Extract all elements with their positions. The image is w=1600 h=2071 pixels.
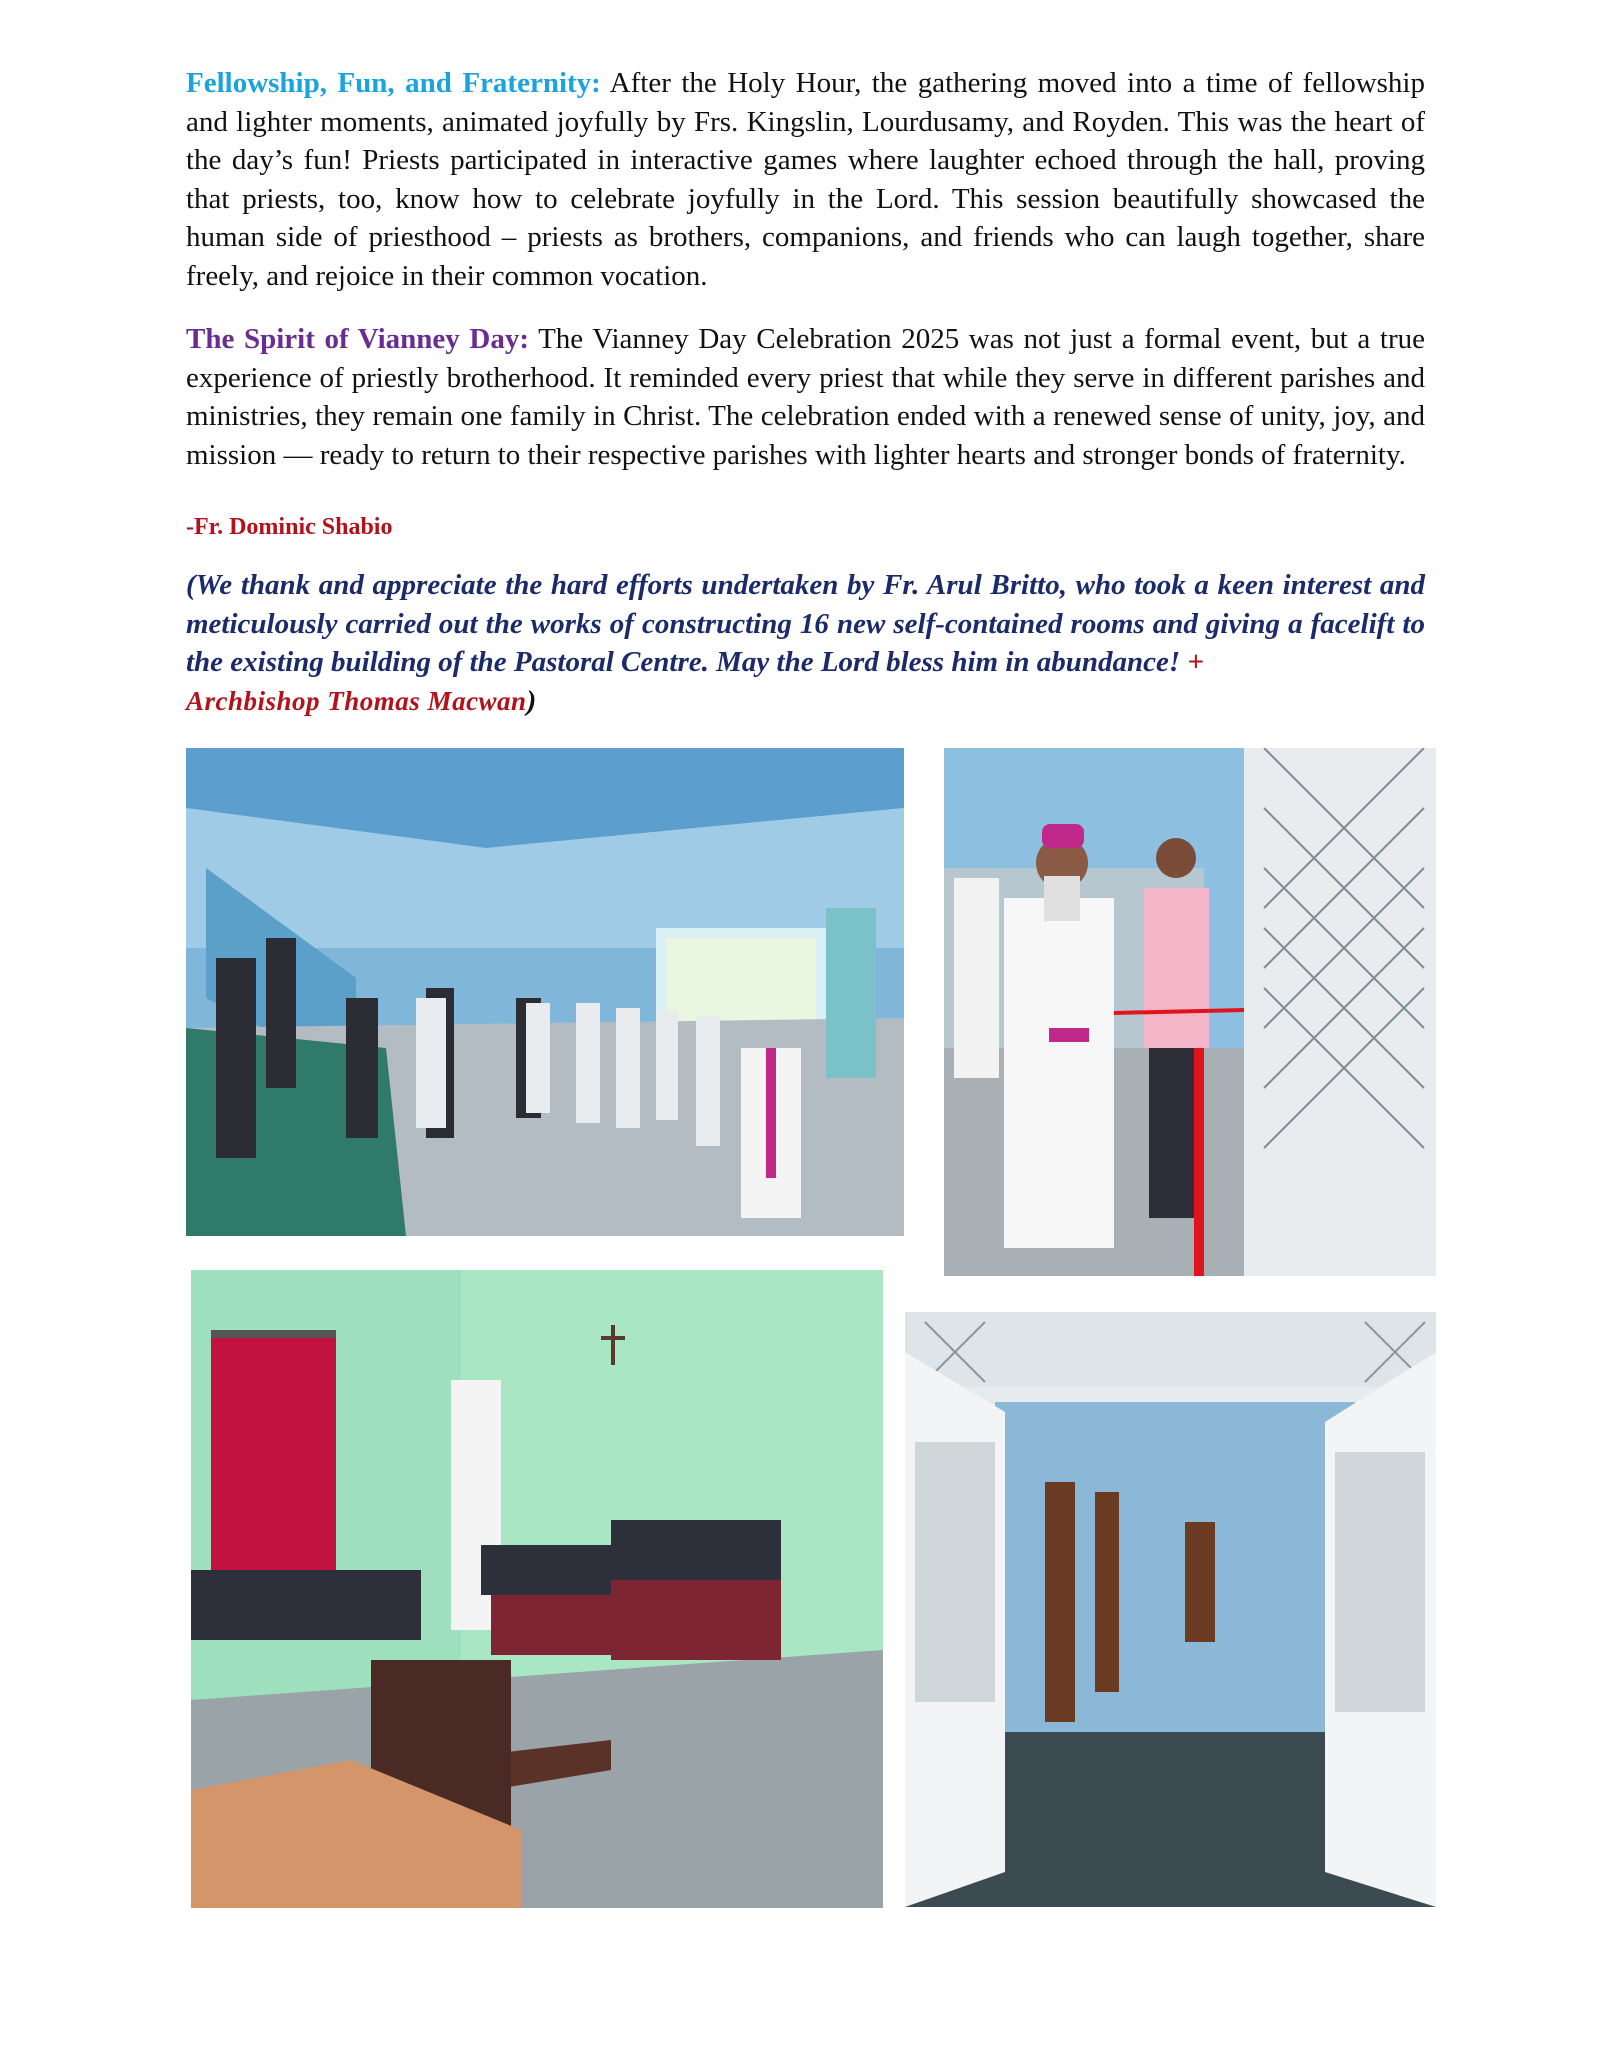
- cross-symbol: +: [1187, 646, 1204, 679]
- photo-ribbon-cutting: [944, 748, 1436, 1276]
- spirit-body: The Vianney Day Celebration 2025 was not just a formal event, but a true experience of priestly brotherhood. It reminded every priest that while they serve in different parishes and ministries, they remain one family in Christ. The celebration ended with a renewed sense of unity, joy, and mission — ready to return to their respective parishes with lighter hearts and stronger bonds of fraternity.: [186, 323, 1425, 471]
- thanks-body: (We thank and appreciate the hard efforts undertaken by Fr. Arul Britto, who took a keen interest and meticulously carried out the works of constructing 16 new self-contained rooms and giving a facelift to the existing building of the Pastoral Centre. May the Lord bless him in abundance!: [186, 569, 1425, 679]
- author-signature: -Fr. Dominic Shabio: [186, 514, 393, 540]
- closing-parenthesis: ): [526, 684, 537, 717]
- fellowship-paragraph: [186, 64, 1425, 296]
- thanks-note: [186, 566, 1425, 720]
- photo-gathering-hall: [186, 748, 904, 1236]
- spirit-heading: The Spirit of Vianney Day:: [186, 323, 529, 355]
- fellowship-heading: Fellowship, Fun, and Fraternity:: [186, 67, 601, 99]
- photo-new-room: [191, 1270, 883, 1908]
- spirit-paragraph: [186, 320, 1425, 474]
- archbishop-attribution: Archbishop Thomas Macwan: [186, 685, 527, 716]
- fellowship-body: After the Holy Hour, the gathering moved into a time of fellowship and lighter moments, animated joyfully by Frs. Kingslin, Lourdusamy, and Royden. This was the heart of the day’s fun! Priests participated in interactive games where laughter echoed through the hall, proving that priests, too, know how to celebrate joyfully in the Lord. This session beautifully showcased the human side of priesthood – priests as brothers, companions, and friends who can laugh together, share freely, and rejoice in their common vocation.: [186, 67, 1425, 292]
- photo-corridor: [905, 1312, 1436, 1907]
